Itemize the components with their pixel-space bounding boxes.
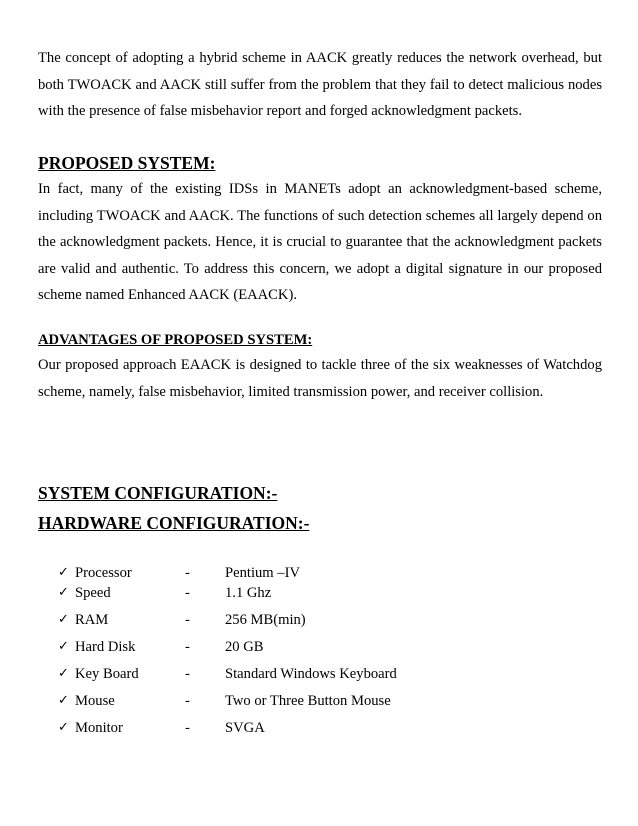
hardware-item-value: Standard Windows Keyboard [225,666,397,682]
checkmark-icon: ✓ [58,720,69,735]
hardware-item-value: 1.1 Ghz [225,585,272,601]
proposed-system-heading: PROPOSED SYSTEM: [38,153,216,173]
hardware-separator: - [185,585,190,601]
hardware-item-label: Mouse [75,693,115,709]
advantages-paragraph: Our proposed approach EAACK is designed to tackle three of the six weaknesses of Watchdog scheme, namely, false misbehavior, limited transmission power, and receiver collision. [38,357,602,400]
checkmark-icon: ✓ [58,565,69,580]
checkmark-icon: ✓ [58,639,69,654]
checkmark-icon: ✓ [58,666,69,681]
hardware-item-label: Speed [75,585,111,601]
hardware-separator: - [185,565,190,581]
hardware-item-value: SVGA [225,720,265,736]
hardware-item-label: Processor [75,565,132,581]
hardware-item-label: Hard Disk [75,639,136,655]
checkmark-icon: ✓ [58,585,69,600]
hardware-separator: - [185,720,190,736]
hardware-separator: - [185,612,190,628]
hardware-item-label: Key Board [75,666,139,682]
proposed-system-paragraph: In fact, many of the existing IDSs in MANETs adopt an acknowledgment-based scheme, including TWOACK and AACK. The functions of such detection schemes all largely depend on the acknowledgment packets. Hence, it is crucial to guarantee that the acknowledgment packets are valid and authentic. To address this concern, we adopt a digital signature in our proposed scheme named Enhanced AACK (EAACK). [38,181,602,303]
hardware-separator: - [185,639,190,655]
checkmark-icon: ✓ [58,612,69,627]
hardware-item-value: Pentium –IV [225,565,300,581]
hardware-item-value: Two or Three Button Mouse [225,693,391,709]
intro-paragraph: The concept of adopting a hybrid scheme in AACK greatly reduces the network overhead, but both TWOACK and AACK still suffer from the problem that they fail to detect malicious nodes with the presence of false misbehavior report and forged acknowledgment packets. [38,50,602,119]
hardware-item-label: RAM [75,612,109,628]
hardware-separator: - [185,693,190,709]
system-configuration-heading: SYSTEM CONFIGURATION:- [38,483,278,503]
checkmark-icon: ✓ [58,693,69,708]
hardware-item-label: Monitor [75,720,123,736]
hardware-item-value: 256 MB(min) [225,612,306,628]
hardware-configuration-heading: HARDWARE CONFIGURATION:- [38,513,310,533]
advantages-heading: ADVANTAGES OF PROPOSED SYSTEM: [38,332,313,348]
hardware-separator: - [185,666,190,682]
hardware-item-value: 20 GB [225,639,264,655]
